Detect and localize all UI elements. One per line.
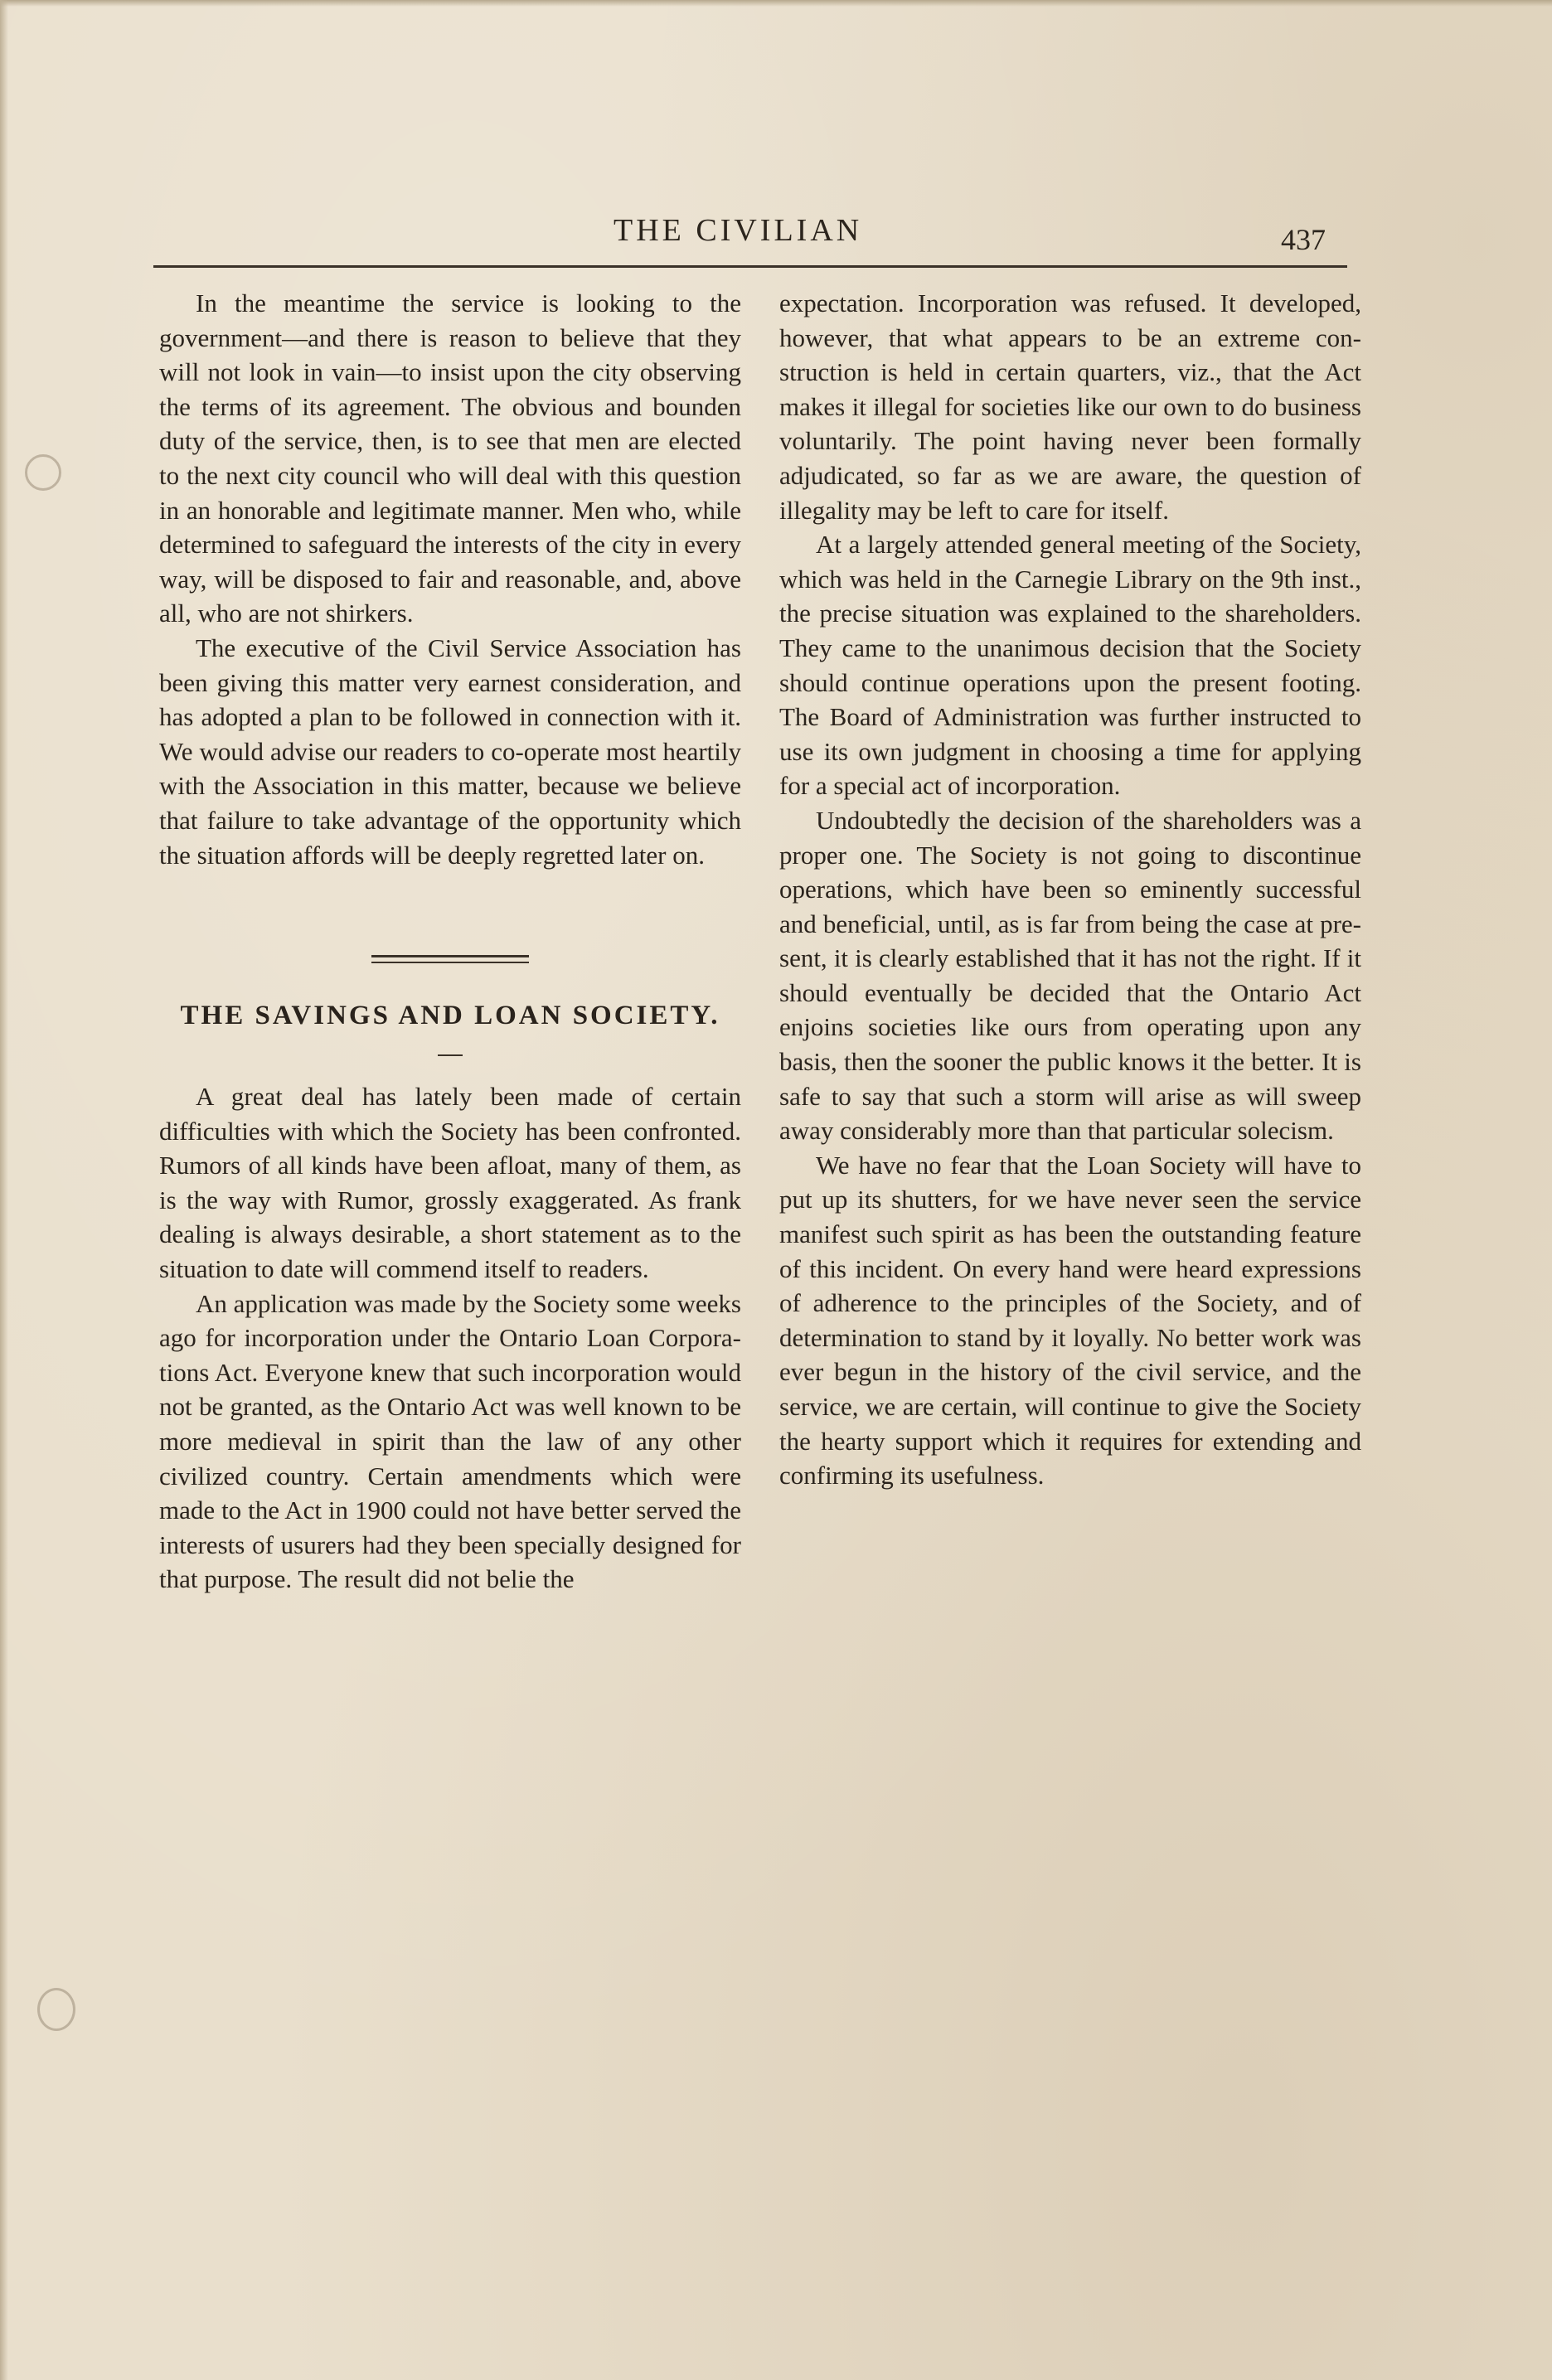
heading-rule (438, 1054, 463, 1056)
paragraph: At a largely attended general meeting of the Society, which was held in the Carnegie Library on the 9th inst., the precise situation was explained to the shareholders. They came to the unanimous decision that the Society should continue operations upon the present footing. The Board of Administration was further instructed to use its own judgment in choosing a time for applying for a special act of incorporation. (779, 530, 1361, 801)
section-heading: THE SAVINGS AND LOAN SOCIETY. (180, 1001, 720, 1031)
ink-blot-mark (37, 1988, 75, 2031)
page-binding-edge (0, 0, 8, 2380)
left-column (159, 286, 741, 1597)
running-head (0, 212, 1552, 254)
header-rule (153, 265, 1347, 268)
section-divider (371, 955, 529, 963)
paragraph: Undoubtedly the decision of the shareholders was a proper one. The Society is not going to discontinue operations, which have been so eminently successful and beneficial, until, as is far from being the case at present, it is clearly established that it has not the right. If it should eventually be decided that the Ontario Act enjoins societies like ours from operating upon any basis, then the sooner the public knows it the better. It is safe to say that such a storm will arise as will sweep away considerably more than that particular solecism. (779, 805, 1361, 1146)
right-column (779, 286, 1361, 1493)
paragraph: In the meantime the service is looking to the government—and there is reason to believe that they will not look in vain—to insist upon the city observing the terms of its agreement. The obvious and bounden duty of the service, then, is to see that men are elected to the next city council who will deal with this question in an honorable and legitimate manner. Men who, while determined to safeguard the interests of the city in every way, will be disposed to fair and reasonable, and, above all, who are not shirkers. (159, 288, 741, 628)
paragraph: The executive of the Civil Service Association has been giving this matter very earnest consideration, and has adopted a plan to be followed in connection with it. We would advise our readers to co-operate most heartily with the Association in this matter, because we believe that failure to take advantage of the opportunity which the situation affords will be deeply regretted later on. (159, 633, 741, 870)
page-top-edge (0, 0, 1552, 7)
page-number: 437 (1281, 223, 1326, 256)
paragraph: An application was made by the Society some weeks ago for incorporation under the Ontario Loan Corporations Act. Everyone knew that such incorporation would not be granted, as the Ontario Act was well known to be more medieval in spirit than the law of any other civilized country. Certain amendments which were made to the Act in 1900 could not have better served the interests of usurers had they been specially designed for that purpose. The result did not belie the (159, 1288, 741, 1594)
paragraph-continued: expectation. Incorporation was refused. It developed, however, that what appears to be an extreme construction is held in certain quarters, viz., that the Act makes it illegal for societies like our own to do business voluntarily. The point having never been formally adjudicated, so far as we are aware, the question of illegality may be left to care for itself. (779, 288, 1361, 525)
paragraph: A great deal has lately been made of certain difficulties with which the Society has been confronted. Rumors of all kinds have been afloat, many of them, as is the way with Rumor, grossly exaggerated. As frank dealing is always desirable, a short statement as to the situation to date will commend itself to readers. (159, 1082, 741, 1284)
paragraph: We have no fear that the Loan Society will have to put up its shutters, for we have never seen the service manifest such spirit as has been the outstanding feature of this incident. On every hand were heard expressions of adherence to the principles of the Society, and of determination to stand by it loyally. No better work was ever begun in the history of the civil service, and the service, we are certain, will continue to give the Society the hearty support which it requires for extending and confirming its usefulness. (779, 1150, 1361, 1491)
running-title: THE CIVILIAN (614, 213, 863, 248)
ink-blot-mark (25, 454, 61, 491)
